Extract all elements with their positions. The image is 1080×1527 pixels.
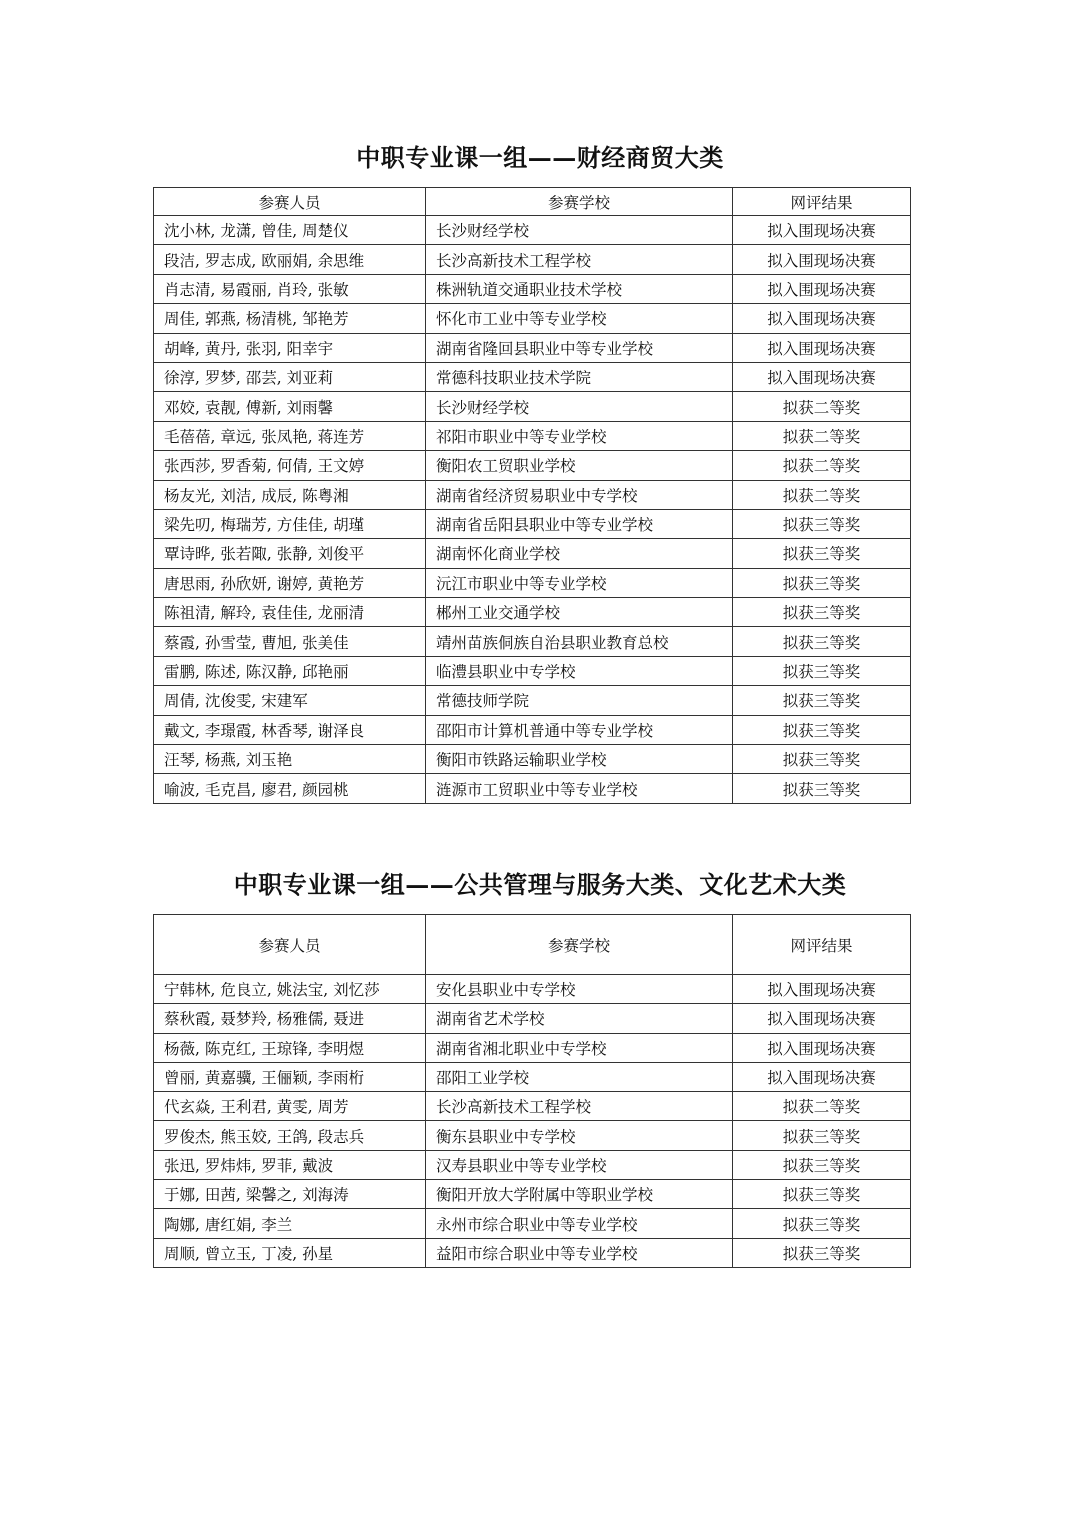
table-row xyxy=(154,216,911,245)
table-row xyxy=(154,1033,911,1062)
cell-participants: 汪琴, 杨燕, 刘玉艳 xyxy=(154,745,426,774)
cell-participants: 陈祖清, 解玲, 袁佳佳, 龙丽清 xyxy=(154,598,426,627)
cell-participants: 周顺, 曾立玉, 丁凌, 孙星 xyxy=(154,1238,426,1267)
cell-school: 长沙高新技术工程学校 xyxy=(426,1092,733,1121)
cell-review-result: 拟获三等奖 xyxy=(733,715,911,744)
cell-review-result: 拟获二等奖 xyxy=(733,1092,911,1121)
table-row xyxy=(154,568,911,597)
cell-participants: 肖志清, 易霞丽, 肖玲, 张敏 xyxy=(154,274,426,303)
cell-school: 汉寿县职业中等专业学校 xyxy=(426,1150,733,1179)
cell-review-result: 拟获三等奖 xyxy=(733,598,911,627)
cell-review-result: 拟入围现场决赛 xyxy=(733,216,911,245)
cell-participants: 蔡秋霞, 聂梦羚, 杨雅儒, 聂进 xyxy=(154,1004,426,1033)
cell-participants: 胡峰, 黄丹, 张羽, 阳幸宇 xyxy=(154,333,426,362)
section-title-finance-trade: 中职专业课一组——财经商贸大类 xyxy=(356,143,724,172)
cell-review-result: 拟入围现场决赛 xyxy=(733,274,911,303)
table-row xyxy=(154,480,911,509)
table-row xyxy=(154,627,911,656)
cell-review-result: 拟获三等奖 xyxy=(733,1150,911,1179)
cell-school: 邵阳市计算机普通中等专业学校 xyxy=(426,715,733,744)
cell-school: 永州市综合职业中等专业学校 xyxy=(426,1209,733,1238)
cell-participants: 戴文, 李璟霞, 林香琴, 谢泽良 xyxy=(154,715,426,744)
cell-school: 湖南省岳阳县职业中等专业学校 xyxy=(426,509,733,538)
cell-review-result: 拟获三等奖 xyxy=(733,1209,911,1238)
cell-review-result: 拟入围现场决赛 xyxy=(733,1004,911,1033)
cell-review-result: 拟入围现场决赛 xyxy=(733,975,911,1004)
table-row xyxy=(154,274,911,303)
cell-school: 长沙财经学校 xyxy=(426,392,733,421)
cell-review-result: 拟入围现场决赛 xyxy=(733,1033,911,1062)
cell-review-result: 拟获二等奖 xyxy=(733,392,911,421)
header-school: 参赛学校 xyxy=(426,188,733,216)
table-row xyxy=(154,362,911,391)
cell-participants: 徐淳, 罗梦, 邵芸, 刘亚莉 xyxy=(154,362,426,391)
cell-school: 沅江市职业中等专业学校 xyxy=(426,568,733,597)
table-row xyxy=(154,1209,911,1238)
cell-review-result: 拟入围现场决赛 xyxy=(733,304,911,333)
cell-participants: 唐思雨, 孙欣妍, 谢婷, 黄艳芳 xyxy=(154,568,426,597)
table-row xyxy=(154,686,911,715)
cell-review-result: 拟获三等奖 xyxy=(733,1180,911,1209)
results-table-finance-trade xyxy=(153,187,911,804)
cell-school: 衡阳开放大学附属中等职业学校 xyxy=(426,1180,733,1209)
table-row xyxy=(154,333,911,362)
cell-school: 靖州苗族侗族自治县职业教育总校 xyxy=(426,627,733,656)
cell-review-result: 拟入围现场决赛 xyxy=(733,362,911,391)
table-row xyxy=(154,509,911,538)
cell-review-result: 拟获三等奖 xyxy=(733,627,911,656)
cell-participants: 周倩, 沈俊雯, 宋建军 xyxy=(154,686,426,715)
cell-participants: 曾丽, 黄嘉骥, 王俪颖, 李雨桁 xyxy=(154,1062,426,1091)
table-row xyxy=(154,392,911,421)
cell-school: 湖南省隆回县职业中等专业学校 xyxy=(426,333,733,362)
cell-school: 长沙财经学校 xyxy=(426,216,733,245)
cell-school: 衡阳市铁路运输职业学校 xyxy=(426,745,733,774)
table-row xyxy=(154,1180,911,1209)
header-school: 参赛学校 xyxy=(426,915,733,975)
header-review-result: 网评结果 xyxy=(733,188,911,216)
cell-participants: 于娜, 田茜, 梁馨之, 刘海涛 xyxy=(154,1180,426,1209)
table-row xyxy=(154,656,911,685)
cell-participants: 杨薇, 陈克红, 王琼锋, 李明煜 xyxy=(154,1033,426,1062)
table-row xyxy=(154,451,911,480)
cell-review-result: 拟获二等奖 xyxy=(733,480,911,509)
section-title-public-service-culture-arts: 中职专业课一组——公共管理与服务大类、文化艺术大类 xyxy=(233,870,847,899)
table-row xyxy=(154,304,911,333)
cell-school: 益阳市综合职业中等专业学校 xyxy=(426,1238,733,1267)
cell-participants: 陶娜, 唐红娟, 李兰 xyxy=(154,1209,426,1238)
cell-review-result: 拟入围现场决赛 xyxy=(733,333,911,362)
cell-participants: 毛蓓蓓, 章远, 张凤艳, 蒋连芳 xyxy=(154,421,426,450)
cell-participants: 覃诗晔, 张若陬, 张静, 刘俊平 xyxy=(154,539,426,568)
cell-participants: 喻波, 毛克昌, 廖君, 颜园桃 xyxy=(154,774,426,803)
cell-participants: 邓姣, 袁靓, 傅新, 刘雨馨 xyxy=(154,392,426,421)
cell-school: 湖南怀化商业学校 xyxy=(426,539,733,568)
cell-review-result: 拟获三等奖 xyxy=(733,745,911,774)
cell-school: 湖南省艺术学校 xyxy=(426,1004,733,1033)
table-header-row xyxy=(154,915,911,975)
cell-review-result: 拟入围现场决赛 xyxy=(733,245,911,274)
cell-review-result: 拟获三等奖 xyxy=(733,686,911,715)
cell-participants: 张西莎, 罗香菊, 何倩, 王文婷 xyxy=(154,451,426,480)
cell-review-result: 拟获二等奖 xyxy=(733,421,911,450)
table-row xyxy=(154,421,911,450)
table-header-row xyxy=(154,188,911,216)
cell-participants: 杨友光, 刘洁, 成辰, 陈粤湘 xyxy=(154,480,426,509)
cell-school: 安化县职业中专学校 xyxy=(426,975,733,1004)
cell-review-result: 拟获三等奖 xyxy=(733,656,911,685)
header-participants: 参赛人员 xyxy=(154,915,426,975)
cell-school: 常德科技职业技术学院 xyxy=(426,362,733,391)
cell-review-result: 拟获三等奖 xyxy=(733,1238,911,1267)
cell-participants: 梁先叨, 梅瑞芳, 方佳佳, 胡瑾 xyxy=(154,509,426,538)
cell-review-result: 拟获三等奖 xyxy=(733,568,911,597)
cell-school: 株洲轨道交通职业技术学校 xyxy=(426,274,733,303)
table-row xyxy=(154,1092,911,1121)
cell-review-result: 拟入围现场决赛 xyxy=(733,1062,911,1091)
cell-review-result: 拟获三等奖 xyxy=(733,539,911,568)
cell-school: 涟源市工贸职业中等专业学校 xyxy=(426,774,733,803)
cell-participants: 段洁, 罗志成, 欧丽娟, 余思维 xyxy=(154,245,426,274)
cell-school: 湖南省湘北职业中专学校 xyxy=(426,1033,733,1062)
cell-review-result: 拟获三等奖 xyxy=(733,509,911,538)
header-review-result: 网评结果 xyxy=(733,915,911,975)
table-row xyxy=(154,1150,911,1179)
cell-participants: 沈小林, 龙潇, 曾佳, 周楚仪 xyxy=(154,216,426,245)
cell-review-result: 拟获二等奖 xyxy=(733,451,911,480)
table-row xyxy=(154,975,911,1004)
table-row xyxy=(154,1062,911,1091)
table-row xyxy=(154,774,911,803)
table-row xyxy=(154,539,911,568)
cell-participants: 蔡霞, 孙雪莹, 曹旭, 张美佳 xyxy=(154,627,426,656)
table-row xyxy=(154,1238,911,1267)
cell-participants: 宁韩林, 危良立, 姚法宝, 刘忆莎 xyxy=(154,975,426,1004)
cell-participants: 张迅, 罗炜炜, 罗菲, 戴波 xyxy=(154,1150,426,1179)
table-row xyxy=(154,745,911,774)
table-row xyxy=(154,598,911,627)
cell-school: 临澧县职业中专学校 xyxy=(426,656,733,685)
cell-school: 祁阳市职业中等专业学校 xyxy=(426,421,733,450)
cell-participants: 周佳, 郭燕, 杨清桃, 邹艳芳 xyxy=(154,304,426,333)
cell-school: 湖南省经济贸易职业中专学校 xyxy=(426,480,733,509)
cell-review-result: 拟获三等奖 xyxy=(733,774,911,803)
cell-school: 郴州工业交通学校 xyxy=(426,598,733,627)
cell-school: 邵阳工业学校 xyxy=(426,1062,733,1091)
cell-school: 衡东县职业中专学校 xyxy=(426,1121,733,1150)
cell-school: 怀化市工业中等专业学校 xyxy=(426,304,733,333)
cell-review-result: 拟获三等奖 xyxy=(733,1121,911,1150)
cell-school: 衡阳农工贸职业学校 xyxy=(426,451,733,480)
cell-school: 长沙高新技术工程学校 xyxy=(426,245,733,274)
cell-participants: 代玄焱, 王利君, 黄雯, 周芳 xyxy=(154,1092,426,1121)
cell-participants: 罗俊杰, 熊玉姣, 王鸽, 段志兵 xyxy=(154,1121,426,1150)
table-row xyxy=(154,245,911,274)
header-participants: 参赛人员 xyxy=(154,188,426,216)
cell-participants: 雷鹏, 陈述, 陈汉静, 邱艳丽 xyxy=(154,656,426,685)
results-table-public-service-culture-arts xyxy=(153,914,911,1268)
table-row xyxy=(154,1121,911,1150)
table-row xyxy=(154,715,911,744)
cell-school: 常德技师学院 xyxy=(426,686,733,715)
table-row xyxy=(154,1004,911,1033)
